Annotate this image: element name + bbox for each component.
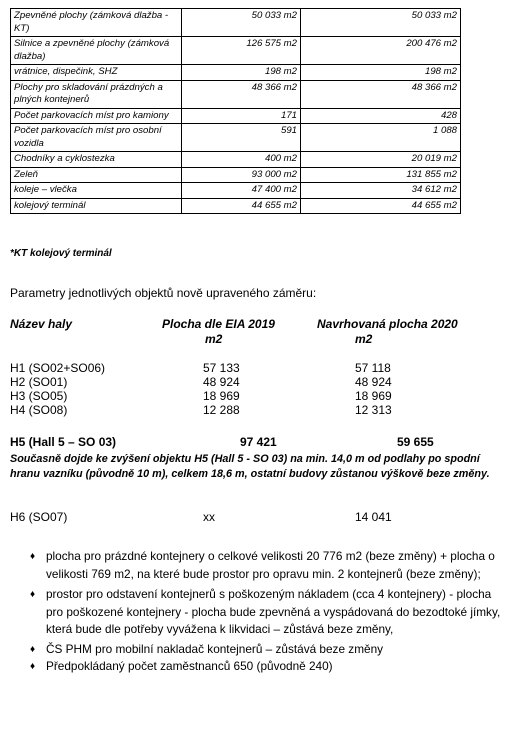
row-value-new: 428: [301, 108, 461, 124]
row-value-new: 131 855 m2: [301, 167, 461, 183]
hall-eia: 48 924: [203, 375, 240, 389]
hall-new: 48 924: [355, 375, 392, 389]
bullet-list: [30, 548, 508, 676]
bullet-text: prostor pro odstavení kontejnerů s poškozeným nákladem (cca 4 kontejnery) - plocha pro poškozené kontejnery - plocha bude zpevněná a vyspádovaná do bezodtoké jímky, která bude dle potřeby vyvážena k likvidaci – zůstává beze změny,: [46, 587, 501, 636]
h5-new: 59 655: [397, 435, 434, 449]
halls-header-eia-unit: m2: [205, 332, 223, 346]
row-label: Plochy pro skladování prázdných a plných kontejnerů: [11, 80, 182, 108]
area-table: [10, 8, 461, 214]
hall-eia: 57 133: [203, 361, 240, 375]
halls-header-new-unit: m2: [355, 332, 373, 346]
hall-name: H2 (SO01): [10, 375, 68, 389]
diamond-bullet-icon: ♦: [30, 661, 36, 672]
hall-name: H4 (SO08): [10, 403, 68, 417]
h6-new: 14 041: [355, 510, 392, 524]
row-label: Silnice a zpevněné plochy (zámková dlažba): [11, 37, 182, 65]
row-value-new: 34 612 m2: [301, 183, 461, 199]
bullet-item: [30, 548, 508, 583]
row-value-eia: 400 m2: [182, 152, 301, 168]
row-value-eia: 126 575 m2: [182, 37, 301, 65]
hall-name: H3 (SO05): [10, 389, 68, 403]
table-row: [11, 198, 461, 214]
bullet-text: plocha pro prázdné kontejnery o celkové velikosti 20 776 m2 (beze změny) + plocha o velikosti 769 m2, na které bude prostor pro opravu min. 2 kontejnerů (beze změny);: [46, 549, 495, 581]
row-value-eia: 50 033 m2: [182, 9, 301, 37]
row-value-new: 1 088: [301, 124, 461, 152]
row-value-eia: 47 400 m2: [182, 183, 301, 199]
hall-eia: 12 288: [203, 403, 240, 417]
bullet-text: Předpokládaný počet zaměstnanců 650 (původně 240): [46, 659, 333, 673]
row-value-new: 20 019 m2: [301, 152, 461, 168]
row-value-new: 44 655 m2: [301, 198, 461, 214]
halls-header-eia: Plocha dle EIA 2019: [162, 317, 275, 331]
row-label: Zeleň: [11, 167, 182, 183]
row-label: vrátnice, dispečink, SHZ: [11, 65, 182, 81]
row-label: koleje – vlečka: [11, 183, 182, 199]
h5-eia: 97 421: [240, 435, 277, 449]
table-row: [11, 124, 461, 152]
h5-name: H5 (Hall 5 – SO 03): [10, 435, 117, 449]
bullet-text: ČS PHM pro mobilní nakladač kontejnerů – zůstává beze změny: [46, 641, 384, 656]
h6-eia: xx: [203, 510, 215, 524]
row-label: Počet parkovacích míst pro kamiony: [11, 108, 182, 124]
table-row: [11, 9, 461, 37]
diamond-bullet-icon: ♦: [30, 643, 36, 655]
intro-paragraph: Parametry jednotlivých objektů nově upraveného záměru:: [10, 286, 317, 300]
h5-height-notice: Současně dojde ke zvýšení objektu H5 (Hall 5 - SO 03) na min. 14,0 m od podlahy po spodní hranu vazníku (původně 10 m), celkem 18,6 m, ostatní budovy zůstanou výškově beze změny.: [10, 453, 490, 480]
table-row: [11, 65, 461, 81]
row-value-eia: 198 m2: [182, 65, 301, 81]
table-row: [11, 108, 461, 124]
row-label: kolejový terminál: [11, 198, 182, 214]
hall-new: 12 313: [355, 403, 392, 417]
hall-eia: 18 969: [203, 389, 240, 403]
row-label: Chodníky a cyklostezka: [11, 152, 182, 168]
diamond-bullet-icon: ♦: [30, 589, 36, 600]
row-value-eia: 48 366 m2: [182, 80, 301, 108]
row-value-new: 200 476 m2: [301, 37, 461, 65]
table-row: [11, 183, 461, 199]
diamond-bullet-icon: ♦: [30, 551, 36, 562]
table-row: [11, 167, 461, 183]
bullet-item: [30, 658, 508, 676]
row-value-new: 48 366 m2: [301, 80, 461, 108]
footnote: *KT kolejový terminál: [10, 248, 112, 259]
table-row: [11, 37, 461, 65]
h6-name: H6 (SO07): [10, 510, 68, 524]
hall-new: 18 969: [355, 389, 392, 403]
row-label: Zpevněné plochy (zámková dlažba - KT): [11, 9, 182, 37]
table-row: [11, 80, 461, 108]
row-value-eia: 44 655 m2: [182, 198, 301, 214]
table-row: [11, 152, 461, 168]
bullet-item: [30, 641, 508, 659]
row-value-eia: 591: [182, 124, 301, 152]
row-label: Počet parkovacích míst pro osobní vozidla: [11, 124, 182, 152]
hall-name: H1 (SO02+SO06): [10, 361, 106, 375]
row-value-eia: 171: [182, 108, 301, 124]
row-value-eia: 93 000 m2: [182, 167, 301, 183]
row-value-new: 198 m2: [301, 65, 461, 81]
halls-header-name: Název haly: [10, 317, 73, 331]
halls-header-new: Navrhovaná plocha 2020: [317, 317, 458, 331]
row-value-new: 50 033 m2: [301, 9, 461, 37]
hall-new: 57 118: [355, 361, 391, 375]
bullet-item: [30, 586, 508, 639]
